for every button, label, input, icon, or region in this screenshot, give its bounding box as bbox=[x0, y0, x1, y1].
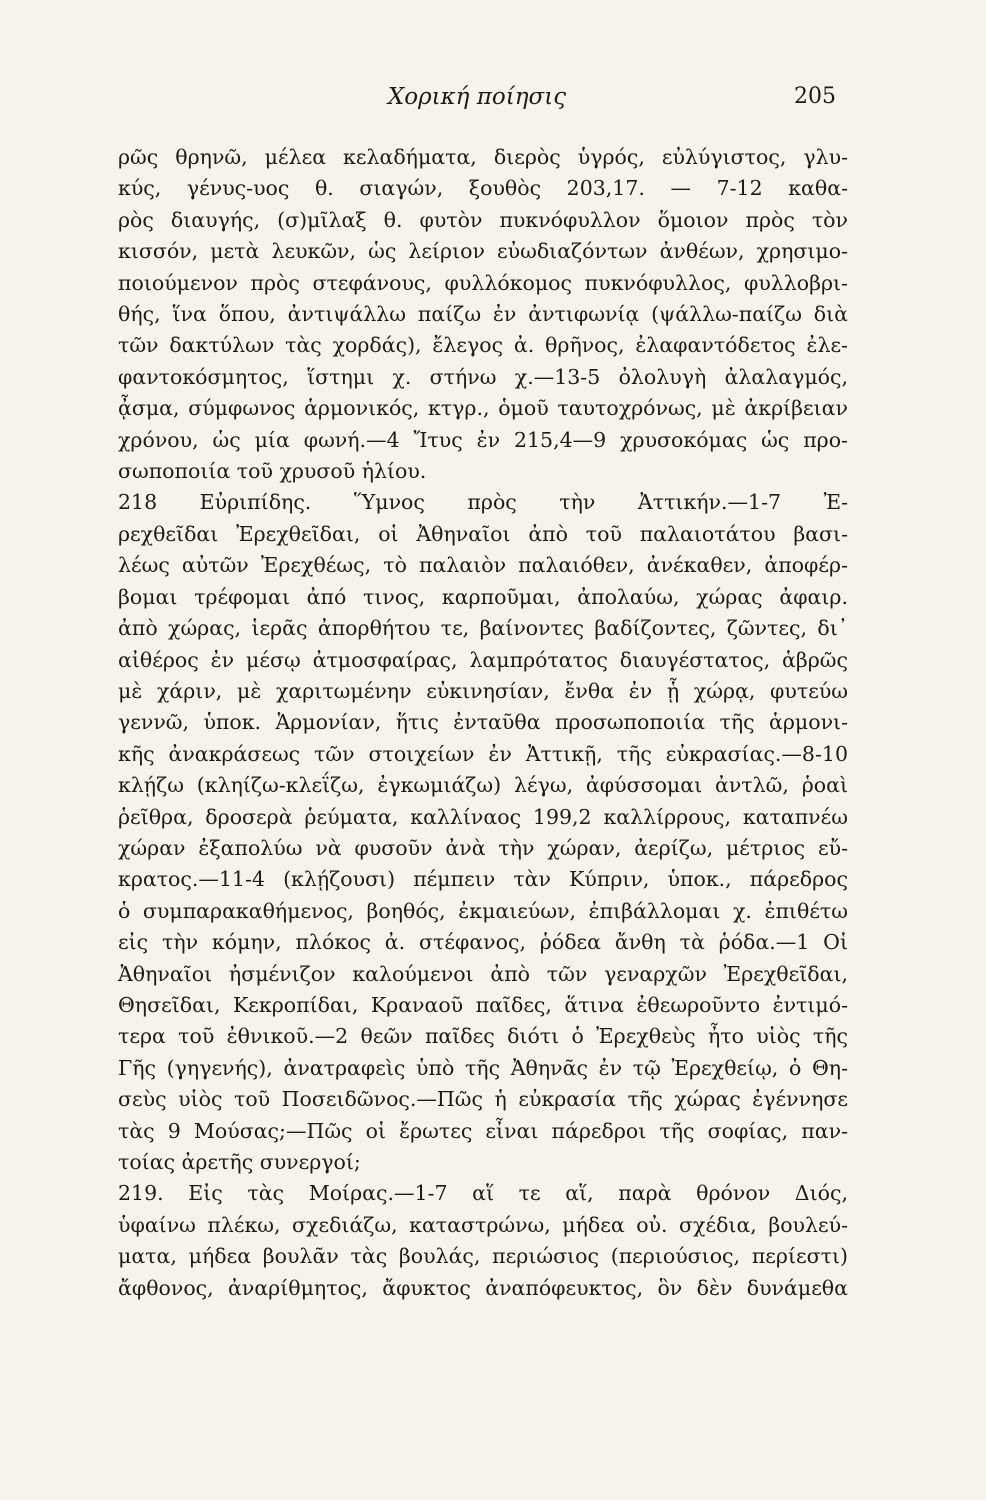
text-line: λέως αὐτῶν Ἐρεχθέως, τὸ παλαιὸν παλαιόθεν, ἀνέκαθεν, ἀποφέρ- bbox=[118, 553, 848, 578]
text-line: Θησεῖδαι, Κεκροπίδαι, Κραναοῦ παῖδες, ἅτινα ἐθεωροῦντο ἐντιμό- bbox=[118, 992, 848, 1017]
text-line: ρῶς θρηνῶ, μέλεα κελαδήματα, διερὸς ὑγρός, εὐλύγιστος, γλυ- bbox=[118, 145, 848, 169]
page-number: 205 bbox=[794, 84, 836, 109]
text-line: ἄφθονος, ἀναρίθμητος, ἄφυκτος ἀναπόφευκτος, ὃν δὲν δυνάμεθα bbox=[118, 1275, 848, 1300]
paragraph-217-commentary bbox=[118, 142, 848, 487]
text-line: ᾆσμα, σύμφωνος ἁρμονικός, κτγρ., ὁμοῦ ταυτοχρόνως, μὲ ἀκρίβειαν bbox=[118, 396, 848, 421]
text-line: ὁ συμπαρακαθήμενος, βοηθός, ἐκμαιεύων, ἐπιβάλλομαι χ. ἐπιθέτω bbox=[118, 898, 848, 923]
text-line: μὲ χάριν, μὲ χαριτωμένην εὐκινησίαν, ἔνθα ἐν ᾗ χώρᾳ, φυτεύω bbox=[118, 678, 848, 703]
section-218 bbox=[118, 487, 848, 1178]
text-line: βομαι τρέφομαι ἀπό τινος, καρποῦμαι, ἀπολαύω, χώρας ἀφαιρ. bbox=[118, 584, 848, 609]
text-line: τῶν δακτύλων τὰς χορδάς), ἔλεγος ἀ. θρῆνος, ἐλαφαντόδετος ἐλε- bbox=[118, 333, 848, 358]
text-line: ὑφαίνω πλέκω, σχεδιάζω, καταστρώνω, μήδεα οὐ. σχέδια, βουλεύ- bbox=[118, 1212, 848, 1237]
text-line: ματα, μήδεα βουλᾶν τὰς βουλάς, περιώσιος (περιούσιος, περίεστι) bbox=[118, 1244, 848, 1269]
text-line: αἰθέρος ἐν μέσῳ ἀτμοσφαίρας, λαμπρότατος διαυγέστατος, ἁβρῶς bbox=[118, 647, 848, 672]
text-line: γεννῶ, ὑποκ. Ἁρμονίαν, ἥτις ἐνταῦθα προσωποποιία τῆς ἁρμονι- bbox=[118, 710, 848, 735]
text-line: χρόνου, ὡς μία φωνή.—4 Ἴτυς ἐν 215,4—9 χρυσοκόμας ὡς προ- bbox=[118, 427, 848, 452]
text-line: κρατος.—11-4 (κλῄζουσι) πέμπειν τὰν Κύπριν, ὑποκ., πάρεδρος bbox=[118, 867, 848, 892]
section-heading-219: 219. Εἰς τὰς Μοίρας.—1-7 αἵ τε αἵ, παρὰ θρόνον Διός, bbox=[118, 1181, 848, 1206]
text-line: θής, ἵνα ὅπου, ἀντιψάλλω παίζω ἐν ἀντιφωνίᾳ (ψάλλω-παίζω διὰ bbox=[118, 302, 848, 327]
text-line: χώραν ἐξαπολύω νὰ φυσοῦν ἀνὰ τὴν χώραν, ἀερίζω, μέτριος εὔ- bbox=[118, 835, 848, 860]
section-heading-218: 218 Εὐριπίδης. Ὕμνος πρὸς τὴν Ἀττικήν.—1-7 Ἐ- bbox=[118, 490, 848, 515]
text-line: ποιούμενον πρὸς στεφάνους, φυλλόκομος πυκνόφυλλος, φυλλοβρι- bbox=[118, 270, 848, 295]
text-line: τοίας ἀρετῆς συνεργοί; bbox=[118, 1150, 361, 1174]
running-title: Χορική ποίησις bbox=[387, 84, 567, 110]
text-line: κῆς ἀνακράσεως τῶν στοιχείων ἐν Ἀττικῇ, τῆς εὐκρασίας.—8-10 bbox=[118, 741, 848, 766]
text-line: ῥεῖθρα, δροσερὰ ῥεύματα, καλλίναος 199,2 καλλίρρους, καταπνέω bbox=[118, 804, 848, 829]
text-line: κλῄζω (κληίζω-κλεΐζω, ἐγκωμιάζω) λέγω, ἀφύσσομαι ἀντλῶ, ῥοαὶ bbox=[118, 773, 848, 798]
text-line: Γῆς (γηγενής), ἀνατραφεὶς ὑπὸ τῆς Ἀθηνᾶς ἐν τῷ Ἐρεχθείῳ, ὁ Θη- bbox=[118, 1055, 848, 1080]
section-219 bbox=[118, 1178, 848, 1304]
text-line: εἰς τὴν κόμην, πλόκος ἀ. στέφανος, ῥόδεα ἄνθη τὰ ῥόδα.—1 Οἱ bbox=[118, 930, 848, 955]
text-line: τερα τοῦ ἐθνικοῦ.—2 θεῶν παῖδες διότι ὁ Ἐρεχθεὺς ἦτο υἱὸς τῆς bbox=[118, 1024, 848, 1049]
text-line: κισσόν, μετὰ λευκῶν, ὡς λείριον εὐωδιαζόντων ἀνθέων, χρησιμο- bbox=[118, 239, 848, 264]
text-line: ρεχθεῖδαι Ἐρεχθεῖδαι, οἱ Ἀθηναῖοι ἀπὸ τοῦ παλαιοτάτου βασι- bbox=[118, 521, 848, 546]
text-line: Ἀθηναῖοι ἠσμένιζον καλούμενοι ἀπὸ τῶν γεναρχῶν Ἐρεχθεῖδαι, bbox=[118, 961, 848, 986]
page-header bbox=[118, 84, 836, 120]
text-line: τὰς 9 Μούσας;—Πῶς οἱ ἔρωτες εἶναι πάρεδροι τῆς σοφίας, παν- bbox=[118, 1118, 848, 1143]
text-line: ρὸς διαυγής, (σ)μῖλαξ θ. φυτὸν πυκνόφυλλον ὅμοιον πρὸς τὸν bbox=[118, 207, 848, 232]
text-line: κύς, γένυς-υος θ. σιαγών, ξουθὸς 203,17. — 7-12 καθα- bbox=[118, 176, 848, 201]
text-line: σεὺς υἱὸς τοῦ Ποσειδῶνος.—Πῶς ἡ εὐκρασία τῆς χώρας ἐγέννησε bbox=[118, 1087, 848, 1112]
text-line: ἀπὸ χώρας, ἱερᾶς ἀπορθήτου τε, βαίνοντες βαδίζοντες, ζῶντες, δι᾽ bbox=[118, 616, 848, 641]
page-body bbox=[118, 142, 848, 1304]
text-line: σωποποιία τοῦ χρυσοῦ ἡλίου. bbox=[118, 459, 427, 484]
text-line: φαντοκόσμητος, ἵστημι χ. στήνω χ.—13-5 ὀλολυγὴ ἀλαλαγμός, bbox=[118, 364, 848, 389]
